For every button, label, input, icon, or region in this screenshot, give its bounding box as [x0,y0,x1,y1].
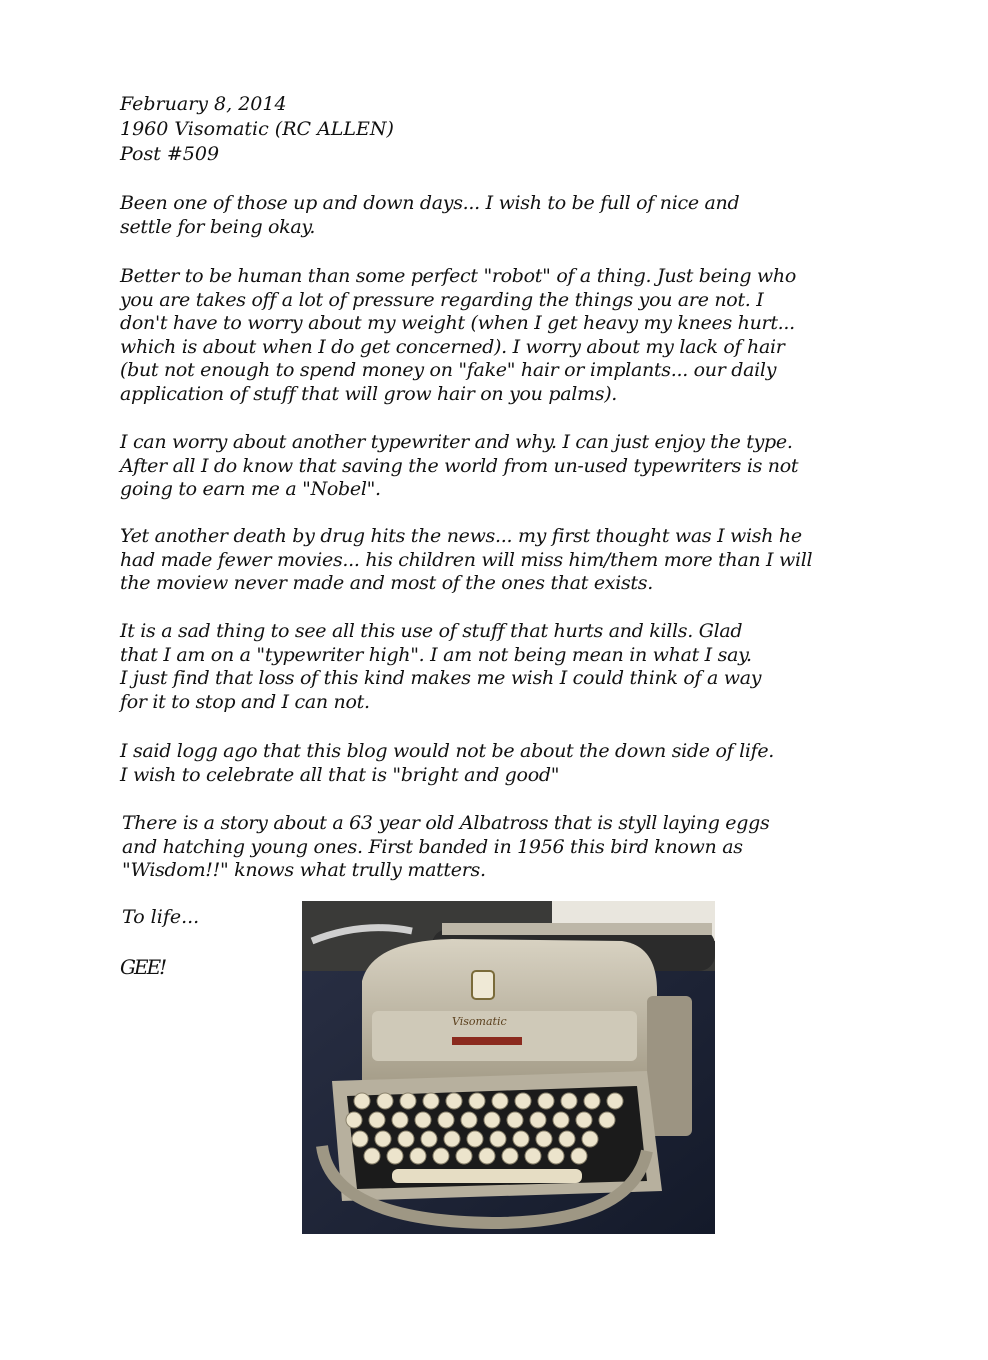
typewriter-key [571,1148,587,1164]
typewriter-key [354,1093,370,1109]
typewriter-key [469,1093,485,1109]
paragraph-line: you are takes off a lot of pressure regarding the things you are not. I [120,288,764,311]
paragraph-5 [120,620,860,714]
typewriter-key [530,1112,546,1128]
paragraph-line: Been one of those up and down days... I wish to be full of nice and [120,192,740,214]
brand-strip [452,1037,522,1045]
typewriter-key [392,1112,408,1128]
typewriter-key [387,1148,403,1164]
paragraph-line: settle for being okay. [120,215,316,238]
typewriter-key [502,1148,518,1164]
typewriter-key [352,1131,368,1147]
typewriter-key [467,1131,483,1147]
paragraph-1 [120,192,860,239]
typewriter-key [375,1131,391,1147]
typewriter-photo [302,901,715,1234]
letter-closing: To life... [122,906,200,928]
typewriter-key [446,1093,462,1109]
typewriter-key [423,1093,439,1109]
paragraph-line: I wish to celebrate all that is "bright and good" [120,763,560,786]
paragraph-4 [120,525,860,596]
paragraph-6 [120,740,860,787]
typewriter-key [507,1112,523,1128]
typewriter-key [479,1148,495,1164]
letter-date: February 8, 2014 [120,93,287,115]
typewriter-key [584,1093,600,1109]
typewriter-key [438,1112,454,1128]
letter-header [120,92,394,167]
typewriter-key [369,1112,385,1128]
typewriter-key [421,1131,437,1147]
paragraph-line: It is a sad thing to see all this use of stuff that hurts and kills. Glad [120,620,743,642]
typewriter-key [561,1093,577,1109]
typewriter-key [364,1148,380,1164]
typewriter-key [536,1131,552,1147]
paragraph-line: for it to stop and I can not. [120,690,370,713]
letter-signature: GEE! [120,955,166,979]
paragraph-line: which is about when I do get concerned). I worry about my lack of hair [120,335,785,358]
typewriter-key [513,1131,529,1147]
paragraph-line: There is a story about a 63 year old Albatross that is styll laying eggs [122,812,770,834]
typewriter-key [400,1093,416,1109]
paragraph-line: After all I do know that saving the world from un-used typewriters is not [120,454,799,477]
typewriter-key [525,1148,541,1164]
typewriter-key [515,1093,531,1109]
typewriter-key [548,1148,564,1164]
paragraph-line: Better to be human than some perfect "robot" of a thing. Just being who [120,265,796,287]
typewriter-key [433,1148,449,1164]
paragraph-line: I just find that loss of this kind makes me wish I could think of a way [120,667,762,689]
typewriter-key [492,1093,508,1109]
paragraph-line: (but not enough to spend money on "fake" hair or implants... our daily [120,359,777,381]
paper-guide [442,923,712,935]
paragraph-line: and hatching young ones. First banded in 1956 this bird known as [122,835,743,858]
letter-post-number: Post #509 [120,143,220,165]
typewriter-key [484,1112,500,1128]
typewriter-key [599,1112,615,1128]
paragraph-line: going to earn me a "Nobel". [120,478,381,500]
paragraph-line: I can worry about another typewriter and why. I can just enjoy the type. [120,431,793,453]
letter-machine: 1960 Visomatic (RC ALLEN) [120,118,394,140]
typewriter-key [553,1112,569,1128]
paragraph-2 [120,265,860,406]
typewriter-side [647,996,692,1136]
typewriter-key [346,1112,362,1128]
typewriter-key [461,1112,477,1128]
paragraph-line: Yet another death by drug hits the news... my first thought was I wish he [120,525,802,547]
paragraph-3 [120,431,860,502]
badge-emblem [472,971,494,999]
paragraph-line: the moview never made and most of the ones that exists. [120,572,653,594]
paragraph-line: that I am on a "typewriter high". I am not being mean in what I say. [120,643,752,666]
paragraph-line: application of stuff that will grow hair on you palms). [120,382,618,405]
typewriter-key [490,1131,506,1147]
typewriter-key [576,1112,592,1128]
typewriter-key [582,1131,598,1147]
space-bar [392,1169,582,1183]
paragraph-line: I said logg ago that this blog would not be about the down side of life. [120,740,775,762]
typewriter-key [410,1148,426,1164]
typewriter-key [456,1148,472,1164]
typewriter-key [444,1131,460,1147]
typewriter-key [377,1093,393,1109]
typewriter-key [559,1131,575,1147]
paragraph-line: "Wisdom!!" knows what trully matters. [122,859,486,881]
typewriter-key [415,1112,431,1128]
typewriter-key [607,1093,623,1109]
typewriter-key [538,1093,554,1109]
typewriter-key [398,1131,414,1147]
paragraph-line: don't have to worry about my weight (when I get heavy my knees hurt... [120,312,795,334]
typewriter-illustration [302,901,715,1234]
paragraph-line: had made fewer movies... his children will miss him/them more than I will [120,548,813,571]
paragraph-7 [122,812,862,883]
brand-label: Visomatic [452,1015,507,1028]
